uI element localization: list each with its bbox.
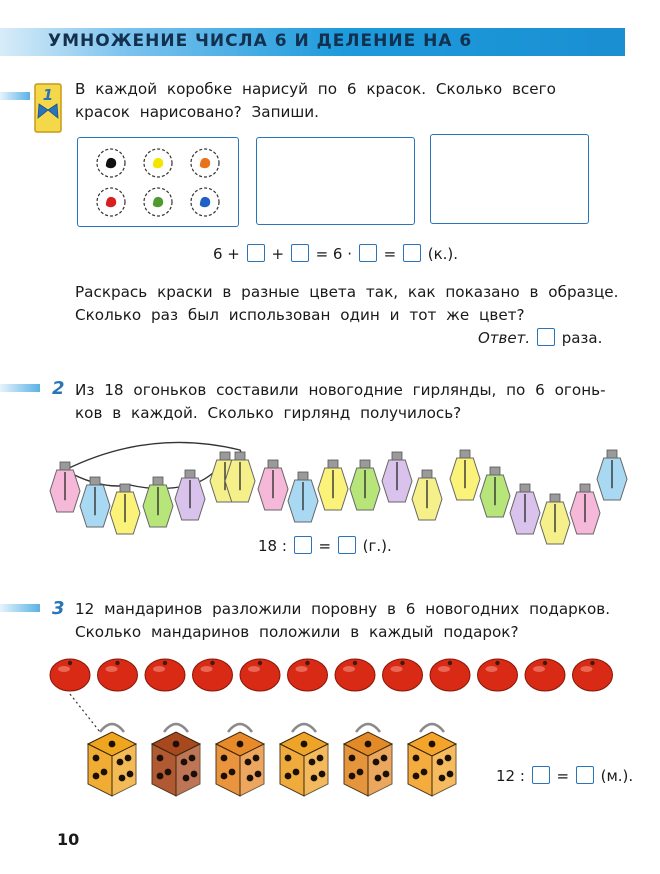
task1-answer [478, 328, 602, 347]
garland-bulb [480, 467, 510, 517]
empty-box-2[interactable] [256, 137, 415, 225]
task2-line1: Из 18 огоньков составили новогодние гирлянды, по 6 огонь- [75, 381, 606, 399]
task3-line2: Сколько мандаринов положили в каждый подарок? [75, 623, 519, 641]
answer-square[interactable] [338, 536, 356, 554]
garland-wire [65, 460, 225, 489]
answer-square[interactable] [537, 328, 555, 346]
paint-dot [191, 188, 219, 216]
sample-paint-box [77, 137, 239, 227]
mandarin [145, 659, 185, 691]
eq2-eq: = [318, 537, 332, 555]
task1-number: 1 [42, 86, 54, 104]
task1-question-line2: Сколько раз был использован один и тот же цвет? [75, 306, 525, 324]
paint-dot [97, 149, 125, 177]
eq2-start: 18 : [258, 537, 287, 555]
answer-square[interactable] [532, 766, 550, 784]
page-number: 10 [57, 830, 80, 849]
garland-bulb [412, 470, 442, 520]
mandarin [240, 659, 280, 691]
paint-dot [191, 149, 219, 177]
eq2-unit: (г.). [362, 537, 392, 555]
task3-line1: 12 мандаринов разложили поровну в 6 новогодних подарков. [75, 600, 611, 618]
answer-square[interactable] [247, 244, 265, 262]
paints-grid [78, 138, 238, 226]
garland-bulb [143, 477, 173, 527]
gift-box [88, 724, 136, 796]
paint-dot [144, 149, 172, 177]
mandarin [478, 659, 518, 691]
garland-bulb [540, 494, 570, 544]
eq3-unit: (м.). [600, 767, 634, 785]
task2-number: 2 [52, 378, 65, 399]
eq3-start: 12 : [496, 767, 525, 785]
task3-number: 3 [52, 598, 65, 619]
answer-unit: раза. [561, 329, 603, 347]
gift-box [344, 724, 392, 796]
mandarin [98, 659, 138, 691]
garland-bulb [50, 462, 80, 512]
task2-equation [258, 536, 392, 555]
eq1-unit: (к.). [427, 245, 459, 263]
page-title: УМНОЖЕНИЕ ЧИСЛА 6 И ДЕЛЕНИЕ НА 6 [48, 31, 473, 51]
butterfly-badge-icon [33, 82, 63, 134]
task1-equation [213, 244, 458, 263]
empty-box-3[interactable] [430, 134, 589, 224]
garland-bulb [110, 484, 140, 534]
garland-bulb [510, 484, 540, 534]
eq1-eq: = [383, 245, 397, 263]
gift-box [408, 724, 456, 796]
task2-line2: ков в каждой. Сколько гирлянд получилось? [75, 404, 462, 422]
mandarin [335, 659, 375, 691]
answer-label: Ответ. [478, 329, 531, 347]
task1-line1: В каждой коробке нарисуй по 6 красок. Сколько всего [75, 80, 556, 98]
mandarin [50, 659, 90, 691]
garland-bulb [350, 460, 380, 510]
garland-bulb [382, 452, 412, 502]
garland-bulb [318, 460, 348, 510]
task3-stripe [0, 604, 40, 612]
task3-equation [496, 766, 633, 785]
mandarin [430, 659, 470, 691]
eq3-eq: = [556, 767, 570, 785]
answer-square[interactable] [359, 244, 377, 262]
garland-bulb [450, 450, 480, 500]
mandarin [383, 659, 423, 691]
garland-bulb [175, 470, 205, 520]
answer-square[interactable] [576, 766, 594, 784]
task2-stripe [0, 384, 40, 392]
task1-stripe [0, 92, 30, 100]
task1-line2: красок нарисовано? Запиши. [75, 103, 319, 121]
mandarin [525, 659, 565, 691]
task1-question-line1: Раскрась краски в разные цвета так, как показано в образце. [75, 283, 619, 301]
paint-dot [97, 188, 125, 216]
gift-box [216, 724, 264, 796]
eq1-plus: + [271, 245, 285, 263]
eq1-mid: = 6 · [315, 245, 353, 263]
dotted-pointer [70, 694, 100, 732]
answer-square[interactable] [291, 244, 309, 262]
mandarin [573, 659, 613, 691]
mandarin [288, 659, 328, 691]
answer-square[interactable] [294, 536, 312, 554]
paint-dot [144, 188, 172, 216]
mandarin [193, 659, 233, 691]
gift-box [280, 724, 328, 796]
eq1-part1: 6 + [213, 245, 240, 263]
garland-bulb [288, 472, 318, 522]
answer-square[interactable] [403, 244, 421, 262]
garland-bulb [570, 484, 600, 534]
garland-bulb [597, 450, 627, 500]
garland-bulb [258, 460, 288, 510]
gift-box [152, 724, 200, 796]
